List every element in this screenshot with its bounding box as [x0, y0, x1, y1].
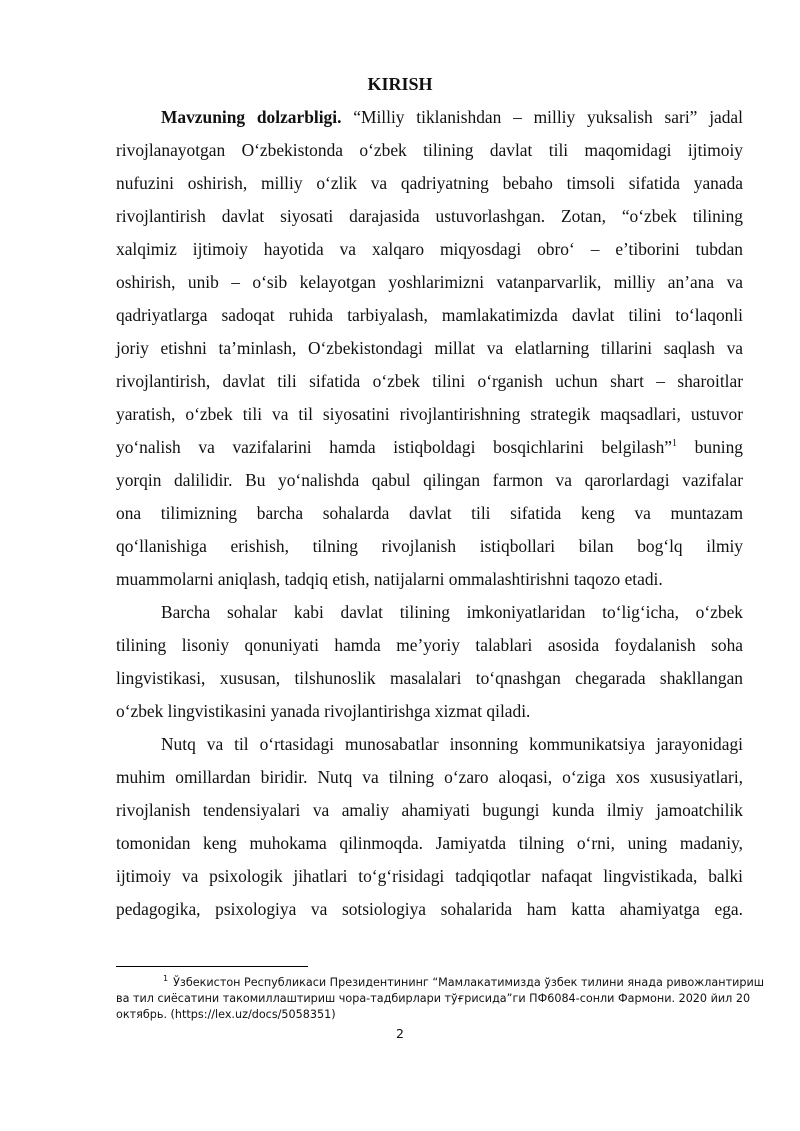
page-number: 2 [396, 1026, 404, 1041]
paragraph-line: yo‘nalish va vazifalarini hamda istiqboldagi bosqichlarini belgilash”$^1$ buning [116, 437, 743, 457]
paragraph-line: tilining lisoniy qonuniyati hamda me’yoriy talablari asosida foydalanish soha [116, 635, 743, 655]
paragraph-line: yaratish, o‘zbek tili va til siyosatini rivojlantirishning strategik maqsadlari, ustuvor [116, 404, 743, 424]
paragraph-line: o‘zbek lingvistikasini yanada rivojlantirishga xizmat qiladi. [116, 701, 531, 721]
paragraph-line: muhim omillardan biridir. Nutq va tilning o‘zaro aloqasi, o‘ziga xos xususiyatlari, [116, 767, 743, 787]
paragraph-line: Nutq va til o‘rtasidagi munosabatlar insonning kommunikatsiya jarayonidagi [161, 734, 743, 754]
section-heading: KIRISH [367, 74, 433, 94]
footnote-mark: 1 [163, 974, 169, 984]
paragraph-line: ona tilimizning barcha sohalarda davlat tili sifatida keng va muntazam [116, 503, 743, 523]
body-text [116, 101, 743, 926]
paragraph-line: qadriyatlarga sadoqat ruhida tarbiyalash, mamlakatimizda davlat tilini to‘laqonli [116, 305, 743, 325]
paragraph-line: Barcha sohalar kabi davlat tilining imkoniyatlaridan to‘lig‘icha, o‘zbek [161, 602, 743, 622]
lead-phrase: Mavzuning dolzarbligi. [161, 107, 342, 127]
footnote-line: ва тил сиёсатини такомиллаштириш чора-тадбирлари тўғрисида”ги ПФ6084-сонли Фармони. 2020 йил 20 [116, 992, 751, 1005]
paragraph-line: rivojlantirish davlat siyosati darajasida ustuvorlashgan. Zotan, “o‘zbek tilining [116, 206, 743, 226]
footnote [116, 974, 764, 1023]
paragraph-line: qo‘llanishiga erishish, tilning rivojlanish istiqbollari bilan bog‘lq ilmiy [116, 536, 743, 556]
paragraph-line: yorqin dalilidir. Bu yo‘nalishda qabul qilingan farmon va qarorlardagi vazifalar [116, 470, 743, 490]
paragraph-line: ijtimoiy va psixologik jihatlari to‘g‘risidagi tadqiqotlar nafaqat lingvistikada, balki [116, 866, 743, 886]
paragraph-line: xalqimiz ijtimoiy hayotida va xalqaro miqyosdagi obro‘ – e’tiborini tubdan [116, 239, 743, 259]
paragraph-line: tomonidan keng muhokama qilinmoqda. Jamiyatda tilning o‘rni, uning madaniy, [116, 833, 743, 853]
paragraph-line: rivojlanish tendensiyalari va amaliy ahamiyati bugungi kunda ilmiy jamoatchilik [116, 800, 743, 820]
paragraph-line: nufuzini oshirish, milliy o‘zlik va qadriyatning bebaho timsoli sifatida yanada [116, 173, 743, 193]
paragraph-line: joriy etishni ta’minlash, O‘zbekistondagi millat va elatlarning tillarini saqlash va [116, 338, 743, 358]
paragraph-line: oshirish, unib – o‘sib kelayotgan yoshlarimizni vatanparvarlik, milliy an’ana va [116, 272, 743, 292]
paragraph-line: pedagogika, psixologiya va sotsiologiya sohalarida ham katta ahamiyatga ega. [116, 899, 743, 919]
footnote-reference[interactable]: 1 [672, 438, 678, 450]
footnote-separator [116, 966, 308, 967]
paragraph-line: muammolarni aniqlash, tadqiq etish, natijalarni ommalashtirishni taqozo etadi. [116, 569, 663, 589]
paragraph-line: Mavzuning dolzarbligi. “Milliy tiklanishdan – milliy yuksalish sari” jadal [161, 107, 743, 127]
paragraph-line: lingvistikasi, xususan, tilshunoslik masalalari to‘qnashgan chegarada shakllangan [116, 668, 743, 688]
footnote-line: октябрь. (https://lex.uz/docs/5058351) [116, 1008, 336, 1021]
paragraph-line: rivojlantirish, davlat tili sifatida o‘zbek tilini o‘rganish uchun shart – sharoitlar [116, 371, 743, 391]
paragraph-line: rivojlanayotgan O‘zbekistonda o‘zbek tilining davlat tili maqomidagi ijtimoiy [116, 140, 743, 160]
footnote-line: $^1$ Ўзбекистон Республикаси Президентининг “Мамлакатимизда ўзбек тилини янада ривожлантириш [163, 974, 764, 989]
